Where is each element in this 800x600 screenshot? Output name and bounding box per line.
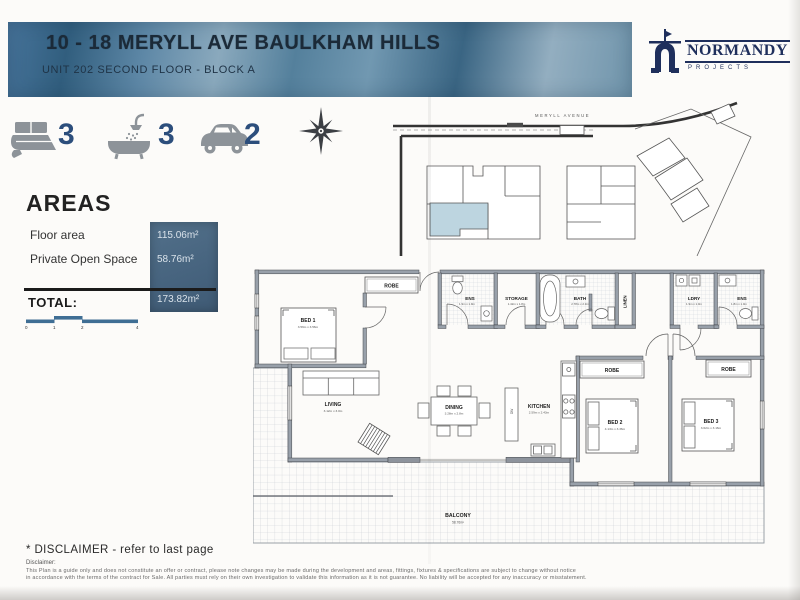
- areas-value-box: [150, 222, 218, 312]
- site-plan: [385, 96, 797, 261]
- scale-tick-0: 0: [25, 325, 28, 330]
- bath-count: 3: [158, 118, 175, 151]
- logo-tagline: PROJECTS: [688, 64, 753, 71]
- ldry-label: LDRY: [687, 296, 701, 301]
- scan-right-shadow: [788, 0, 800, 600]
- normandy-logo: [648, 28, 798, 81]
- disclaimer-title: * DISCLAIMER - refer to last page: [26, 544, 214, 556]
- normandy-logo-icon: [648, 28, 682, 81]
- disclaimer-line1: This Plan is a guide only and does not constitute an offer or contract, please note changes may be made during the development and areas, fittings, fixtures & specifications are subject to change without notice: [26, 568, 577, 574]
- balcony-label: BALCONY: [445, 513, 471, 519]
- living-label: LIVING: [324, 402, 342, 408]
- bed-count: 3: [58, 118, 75, 151]
- robe3-label: ROBE: [721, 367, 736, 373]
- site-building-left: [427, 166, 540, 239]
- floor-area-label: Floor area: [30, 228, 85, 242]
- bed2-label: BED 2: [607, 420, 623, 426]
- page-subtitle: UNIT 202 SECOND FLOOR - BLOCK A: [42, 64, 256, 76]
- page-title: 10 - 18 MERYLL AVE BAULKHAM HILLS: [46, 32, 441, 54]
- scale-bar: [20, 312, 155, 337]
- scan-bottom-shadow: [0, 586, 800, 600]
- scale-tick-2: 2: [81, 325, 84, 330]
- dining-label: DINING: [445, 405, 463, 411]
- ens2-dims: 1.8m x 1.0m: [731, 302, 747, 306]
- scale-tick-4: 4: [136, 325, 139, 330]
- ens1-label: ENS: [465, 296, 475, 301]
- storage-label: STORAGE: [505, 296, 528, 301]
- bath-icon: [102, 112, 156, 165]
- total-area-value: 173.82m²: [157, 294, 200, 305]
- room-bed1: [281, 308, 336, 362]
- bath-dims: 2.78m x 2.3m: [571, 302, 589, 306]
- room-kitchen: [505, 361, 577, 458]
- disclaimer-line2: in accordance with the terms of the contract for Sale. All parties must rely on their own investigation to validate this information as it is not guarantee. No liability will be accepted for any inaccuracy or misstatement.: [26, 575, 587, 581]
- room-bed2: [580, 361, 644, 453]
- ldry-dims: 1.9m x 1.0m: [686, 302, 702, 306]
- bed2-dims: 4.13m x 3.36m: [604, 427, 626, 431]
- areas-heading: AREAS: [26, 190, 112, 216]
- total-label: TOTAL:: [28, 295, 78, 310]
- kitchen-dims: 2.59m x 2.43m: [528, 410, 550, 415]
- car-icon: [196, 122, 250, 161]
- ens1-dims: 1.9m x 1.9m: [459, 302, 475, 306]
- linen-label: LINEN: [622, 295, 628, 308]
- open-space-value: 58.76m²: [157, 254, 194, 265]
- disclaimer-heading: Disclaimer:: [26, 560, 56, 566]
- room-linen: [623, 295, 628, 308]
- bed1-dims: 3.56m x 3.56m: [297, 325, 319, 329]
- floor-plan: [253, 266, 775, 563]
- room-living: [303, 371, 390, 455]
- room-bed3: [682, 360, 751, 451]
- bed3-dims: 3.62m x 3.16m: [700, 426, 722, 430]
- balcony-dims: 58.76m²: [452, 520, 464, 525]
- robe2-label: ROBE: [604, 368, 620, 374]
- living-dims: 3.12m x 3.0m: [323, 409, 343, 413]
- floor-area-value: 115.06m²: [157, 230, 199, 241]
- car-count: 2: [244, 118, 261, 151]
- open-space-label: Private Open Space: [30, 252, 138, 266]
- bed1-label: BED 1: [300, 318, 316, 324]
- dishwasher-label: DW: [510, 408, 514, 414]
- bed3-label: BED 3: [703, 419, 719, 425]
- ens2-label: ENS: [737, 296, 747, 301]
- bath-label: BATH: [573, 296, 587, 301]
- bed-icon: [8, 120, 58, 165]
- robe1: [365, 277, 418, 293]
- robe1-label: ROBE: [384, 283, 399, 290]
- kitchen-label: KITCHEN: [527, 404, 551, 410]
- scan-fold-line: [428, 96, 431, 564]
- street-name-label: MERYLL AVENUE: [535, 113, 591, 118]
- dining-dims: 3.28m x 2.8m: [444, 411, 464, 416]
- scale-tick-1: 1: [53, 325, 56, 330]
- room-storage: [505, 296, 528, 306]
- logo-name: NORMANDY: [685, 40, 790, 63]
- compass-icon: [298, 106, 344, 161]
- areas-divider: [24, 288, 216, 291]
- storage-dims: 1.42m x 1.8m: [507, 302, 526, 306]
